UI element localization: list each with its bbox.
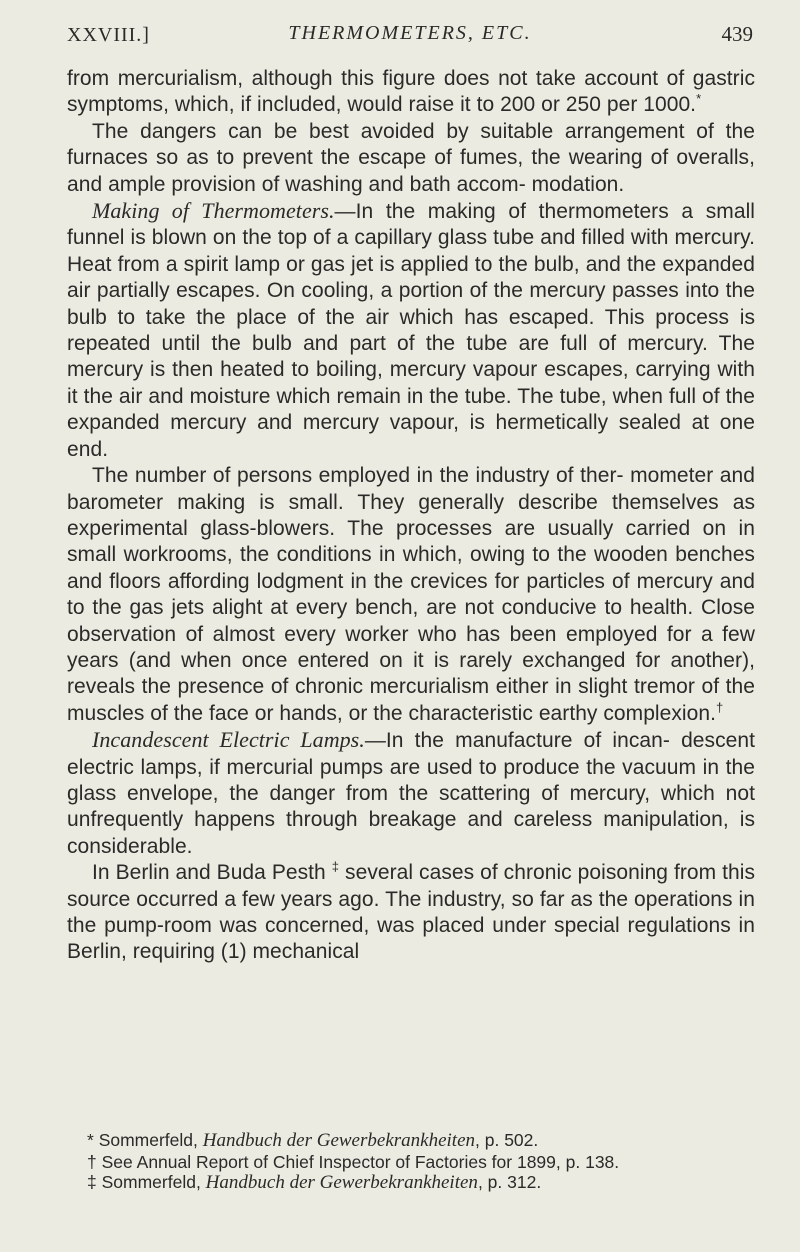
paragraph: Incandescent Electric Lamps.—In the manufacture of incan- descent electric lamps, if mercurial pumps are used to produce the vacuum in the glass envelope, the danger from the scattering of mercury, which not unfrequently happens through breakage and careless manipulation, is considerable. — [67, 727, 755, 858]
footnote-ref: * — [696, 91, 702, 107]
body-text — [67, 66, 755, 966]
footnote-ref: † — [715, 699, 724, 715]
paragraph: from mercurialism, although this figure does not take account of gastric symptoms, which, if included, would raise it to 200 or 250 per 1000.* — [67, 67, 755, 117]
running-title: THERMOMETERS, ETC. — [288, 22, 532, 44]
footnote-ref: ‡ — [331, 859, 340, 875]
paragraph: The dangers can be best avoided by suitable arrangement of the furnaces so as to prevent the escape of fumes, the wearing of overalls, and ample provision of washing and bath accom- modation. — [67, 119, 755, 196]
paragraph: Making of Thermometers.—In the making of thermometers a small funnel is blown on the top of a capillary glass tube and filled with mercury. Heat from a spirit lamp or gas jet is applied to the bulb, and the expanded air partially escapes. On cooling, a portion of the mercury passes into the bulb to take the place of the air which has escaped. This process is repeated until the bulb and part of the tube are full of mercury. The mercury is then heated to boiling, mercury vapour escapes, carrying with it the air and moisture which remain in the tube. The tube, when full of the expanded mercury and mercury vapour, is hermetically sealed at one end. — [67, 198, 755, 461]
page-number: 439 — [721, 22, 753, 46]
section-heading: Incandescent Electric Lamps. — [92, 727, 365, 753]
paragraph: In Berlin and Buda Pesth ‡ several cases of chronic poisoning from this source occurred a few years ago. The industry, so far as the operations in the pump-room was concerned, was placed under special regulations in Berlin, requiring (1) mechanical — [67, 859, 756, 964]
running-header — [67, 22, 753, 50]
footnote: ‡ Sommerfeld, Handbuch der Gewerbekrankheiten, p. 312. — [87, 1172, 542, 1193]
footnote: † See Annual Report of Chief Inspector of Factories for 1899, p. 138. — [87, 1151, 620, 1172]
chapter-number: XXVIII.] — [67, 24, 150, 46]
paragraph: The number of persons employed in the industry of ther- mometer and barometer making is small. They generally describe themselves as experimental glass-blowers. The processes are usually carried on in small workrooms, the conditions in which, owing to the wooden benches and floors affording lodgment in the crevices for particles of mercury and to the gas jets alight at every bench, are not conducive to health. Close observation of almost every worker who has been employed for a few years (and when once entered on it is rarely exchanged for another), reveals the presence of chronic mercurialism either in slight tremor of the muscles of the face or hands, or the characteristic earthy complexion.† — [67, 464, 755, 725]
section-heading: Making of Thermometers. — [92, 198, 335, 224]
footnotes — [67, 1130, 757, 1194]
footnote: * Sommerfeld, Handbuch der Gewerbekrankheiten, p. 502. — [87, 1130, 539, 1151]
